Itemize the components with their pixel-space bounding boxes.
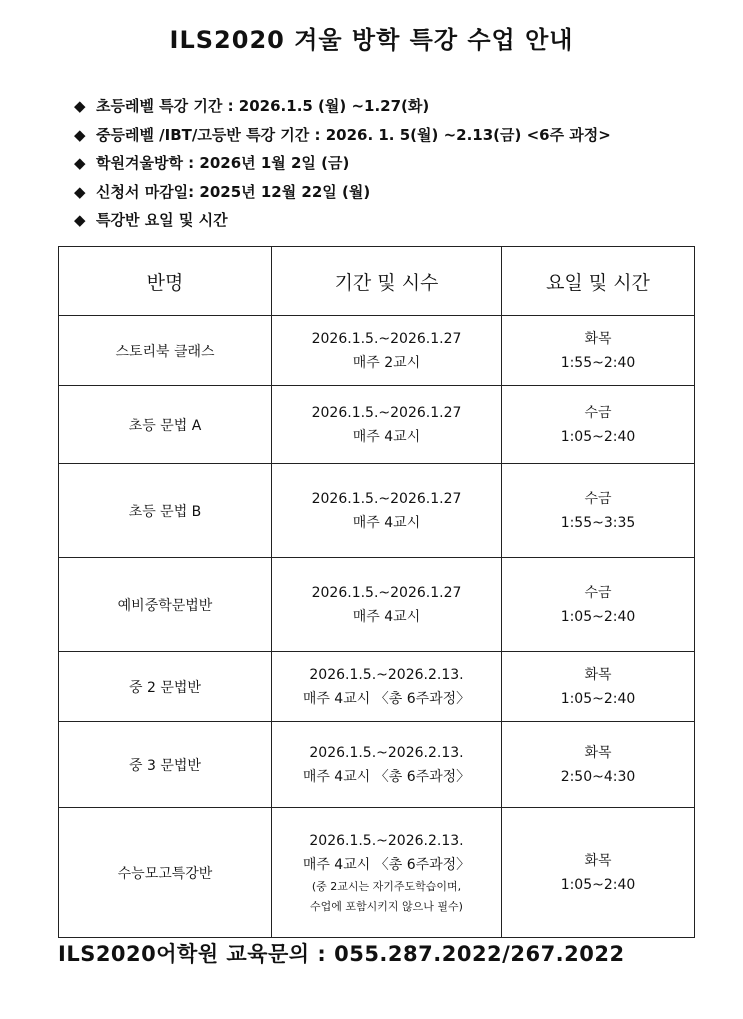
class-name: 초등 문법 A xyxy=(59,386,272,464)
diamond-bullet-icon: ◆ xyxy=(74,182,86,201)
class-time: 1:05~2:40 xyxy=(560,876,636,893)
schedule-cell xyxy=(502,386,695,464)
notice-text: 신청서 마감일: 2025년 12월 22일 (월) xyxy=(96,182,371,201)
period: 2026.1.5.~2026.1.27 xyxy=(311,330,462,347)
schedule-cell xyxy=(502,464,695,558)
table-row xyxy=(59,316,695,386)
class-time: 2:50~4:30 xyxy=(560,768,636,785)
period-cell xyxy=(272,558,502,652)
schedule-cell xyxy=(502,652,695,722)
header-day-time: 요일 및 시간 xyxy=(502,247,695,316)
class-time: 1:55~3:35 xyxy=(560,514,636,531)
class-name: 예비중학문법반 xyxy=(59,558,272,652)
notice-item xyxy=(74,206,611,235)
class-time: 1:05~2:40 xyxy=(560,608,636,625)
table-row xyxy=(59,808,695,938)
schedule-cell xyxy=(502,558,695,652)
schedule-cell xyxy=(502,722,695,808)
diamond-bullet-icon: ◆ xyxy=(74,125,86,144)
class-days: 화목 xyxy=(584,744,612,761)
table-row xyxy=(59,386,695,464)
note-line: 수업에 포함시키지 않으나 필수) xyxy=(310,899,463,913)
diamond-bullet-icon: ◆ xyxy=(74,97,86,115)
weekly-hours: 매주 4교시 〈총 6주과정〉 xyxy=(302,690,471,707)
period-cell xyxy=(272,808,502,938)
note-line: (중 2교시는 자기주도학습이며, xyxy=(311,879,462,893)
schedule-cell xyxy=(502,316,695,386)
class-days: 화목 xyxy=(584,330,612,347)
class-name: 중 2 문법반 xyxy=(59,652,272,722)
notice-text: 초등레벨 특강 기간 : 2026.1.5 (월) ~1.27(화) xyxy=(96,97,430,115)
class-name: 수능모고특강반 xyxy=(59,808,272,938)
weekly-hours: 매주 4교시 〈총 6주과정〉 xyxy=(302,768,471,785)
period-cell xyxy=(272,386,502,464)
class-name: 중 3 문법반 xyxy=(59,722,272,808)
header-class-name: 반명 xyxy=(59,247,272,316)
schedule-table xyxy=(58,246,695,938)
schedule-cell xyxy=(502,808,695,938)
period: 2026.1.5.~2026.2.13. xyxy=(309,832,464,849)
diamond-bullet-icon: ◆ xyxy=(74,211,86,229)
class-days: 화목 xyxy=(584,666,612,683)
contact-footer: ILS2020어학원 교육문의 : 055.287.2022/267.2022 xyxy=(58,942,625,966)
notice-item xyxy=(74,178,611,207)
class-time: 1:05~2:40 xyxy=(560,690,636,707)
weekly-hours: 매주 4교시 xyxy=(352,428,421,445)
table-row xyxy=(59,652,695,722)
class-days: 수금 xyxy=(584,584,612,601)
table-header-row xyxy=(59,247,695,316)
period: 2026.1.5.~2026.2.13. xyxy=(309,666,464,683)
class-time: 1:05~2:40 xyxy=(560,428,636,445)
notice-item xyxy=(74,121,611,150)
table-row xyxy=(59,722,695,808)
period: 2026.1.5.~2026.1.27 xyxy=(311,490,462,507)
notice-text: 중등레벨 /IBT/고등반 특강 기간 : 2026. 1. 5(월) ~2.13(금) <6주 과정> xyxy=(96,125,611,144)
period-cell xyxy=(272,464,502,558)
class-name: 초등 문법 B xyxy=(59,464,272,558)
notice-item xyxy=(74,149,611,178)
class-time: 1:55~2:40 xyxy=(560,354,636,371)
table-row xyxy=(59,464,695,558)
table-row xyxy=(59,558,695,652)
period-cell xyxy=(272,316,502,386)
period-cell xyxy=(272,652,502,722)
weekly-hours: 매주 4교시 xyxy=(352,514,421,531)
period: 2026.1.5.~2026.2.13. xyxy=(309,744,464,761)
notice-list xyxy=(74,92,611,235)
notice-text: 학원겨울방학 : 2026년 1월 2일 (금) xyxy=(96,154,350,172)
period: 2026.1.5.~2026.1.27 xyxy=(311,584,462,601)
period-cell xyxy=(272,722,502,808)
header-period-hours: 기간 및 시수 xyxy=(272,247,502,316)
weekly-hours: 매주 4교시 〈총 6주과정〉 xyxy=(302,856,471,873)
notice-text: 특강반 요일 및 시간 xyxy=(96,211,228,229)
class-name: 스토리북 클래스 xyxy=(59,316,272,386)
class-days: 수금 xyxy=(584,404,612,421)
notice-item xyxy=(74,92,611,121)
period: 2026.1.5.~2026.1.27 xyxy=(311,404,462,421)
page-title: ILS2020 겨울 방학 특강 수업 안내 xyxy=(169,26,574,54)
weekly-hours: 매주 4교시 xyxy=(352,608,421,625)
diamond-bullet-icon: ◆ xyxy=(74,154,86,172)
class-days: 화목 xyxy=(584,852,612,869)
weekly-hours: 매주 2교시 xyxy=(352,354,421,371)
class-days: 수금 xyxy=(584,490,612,507)
